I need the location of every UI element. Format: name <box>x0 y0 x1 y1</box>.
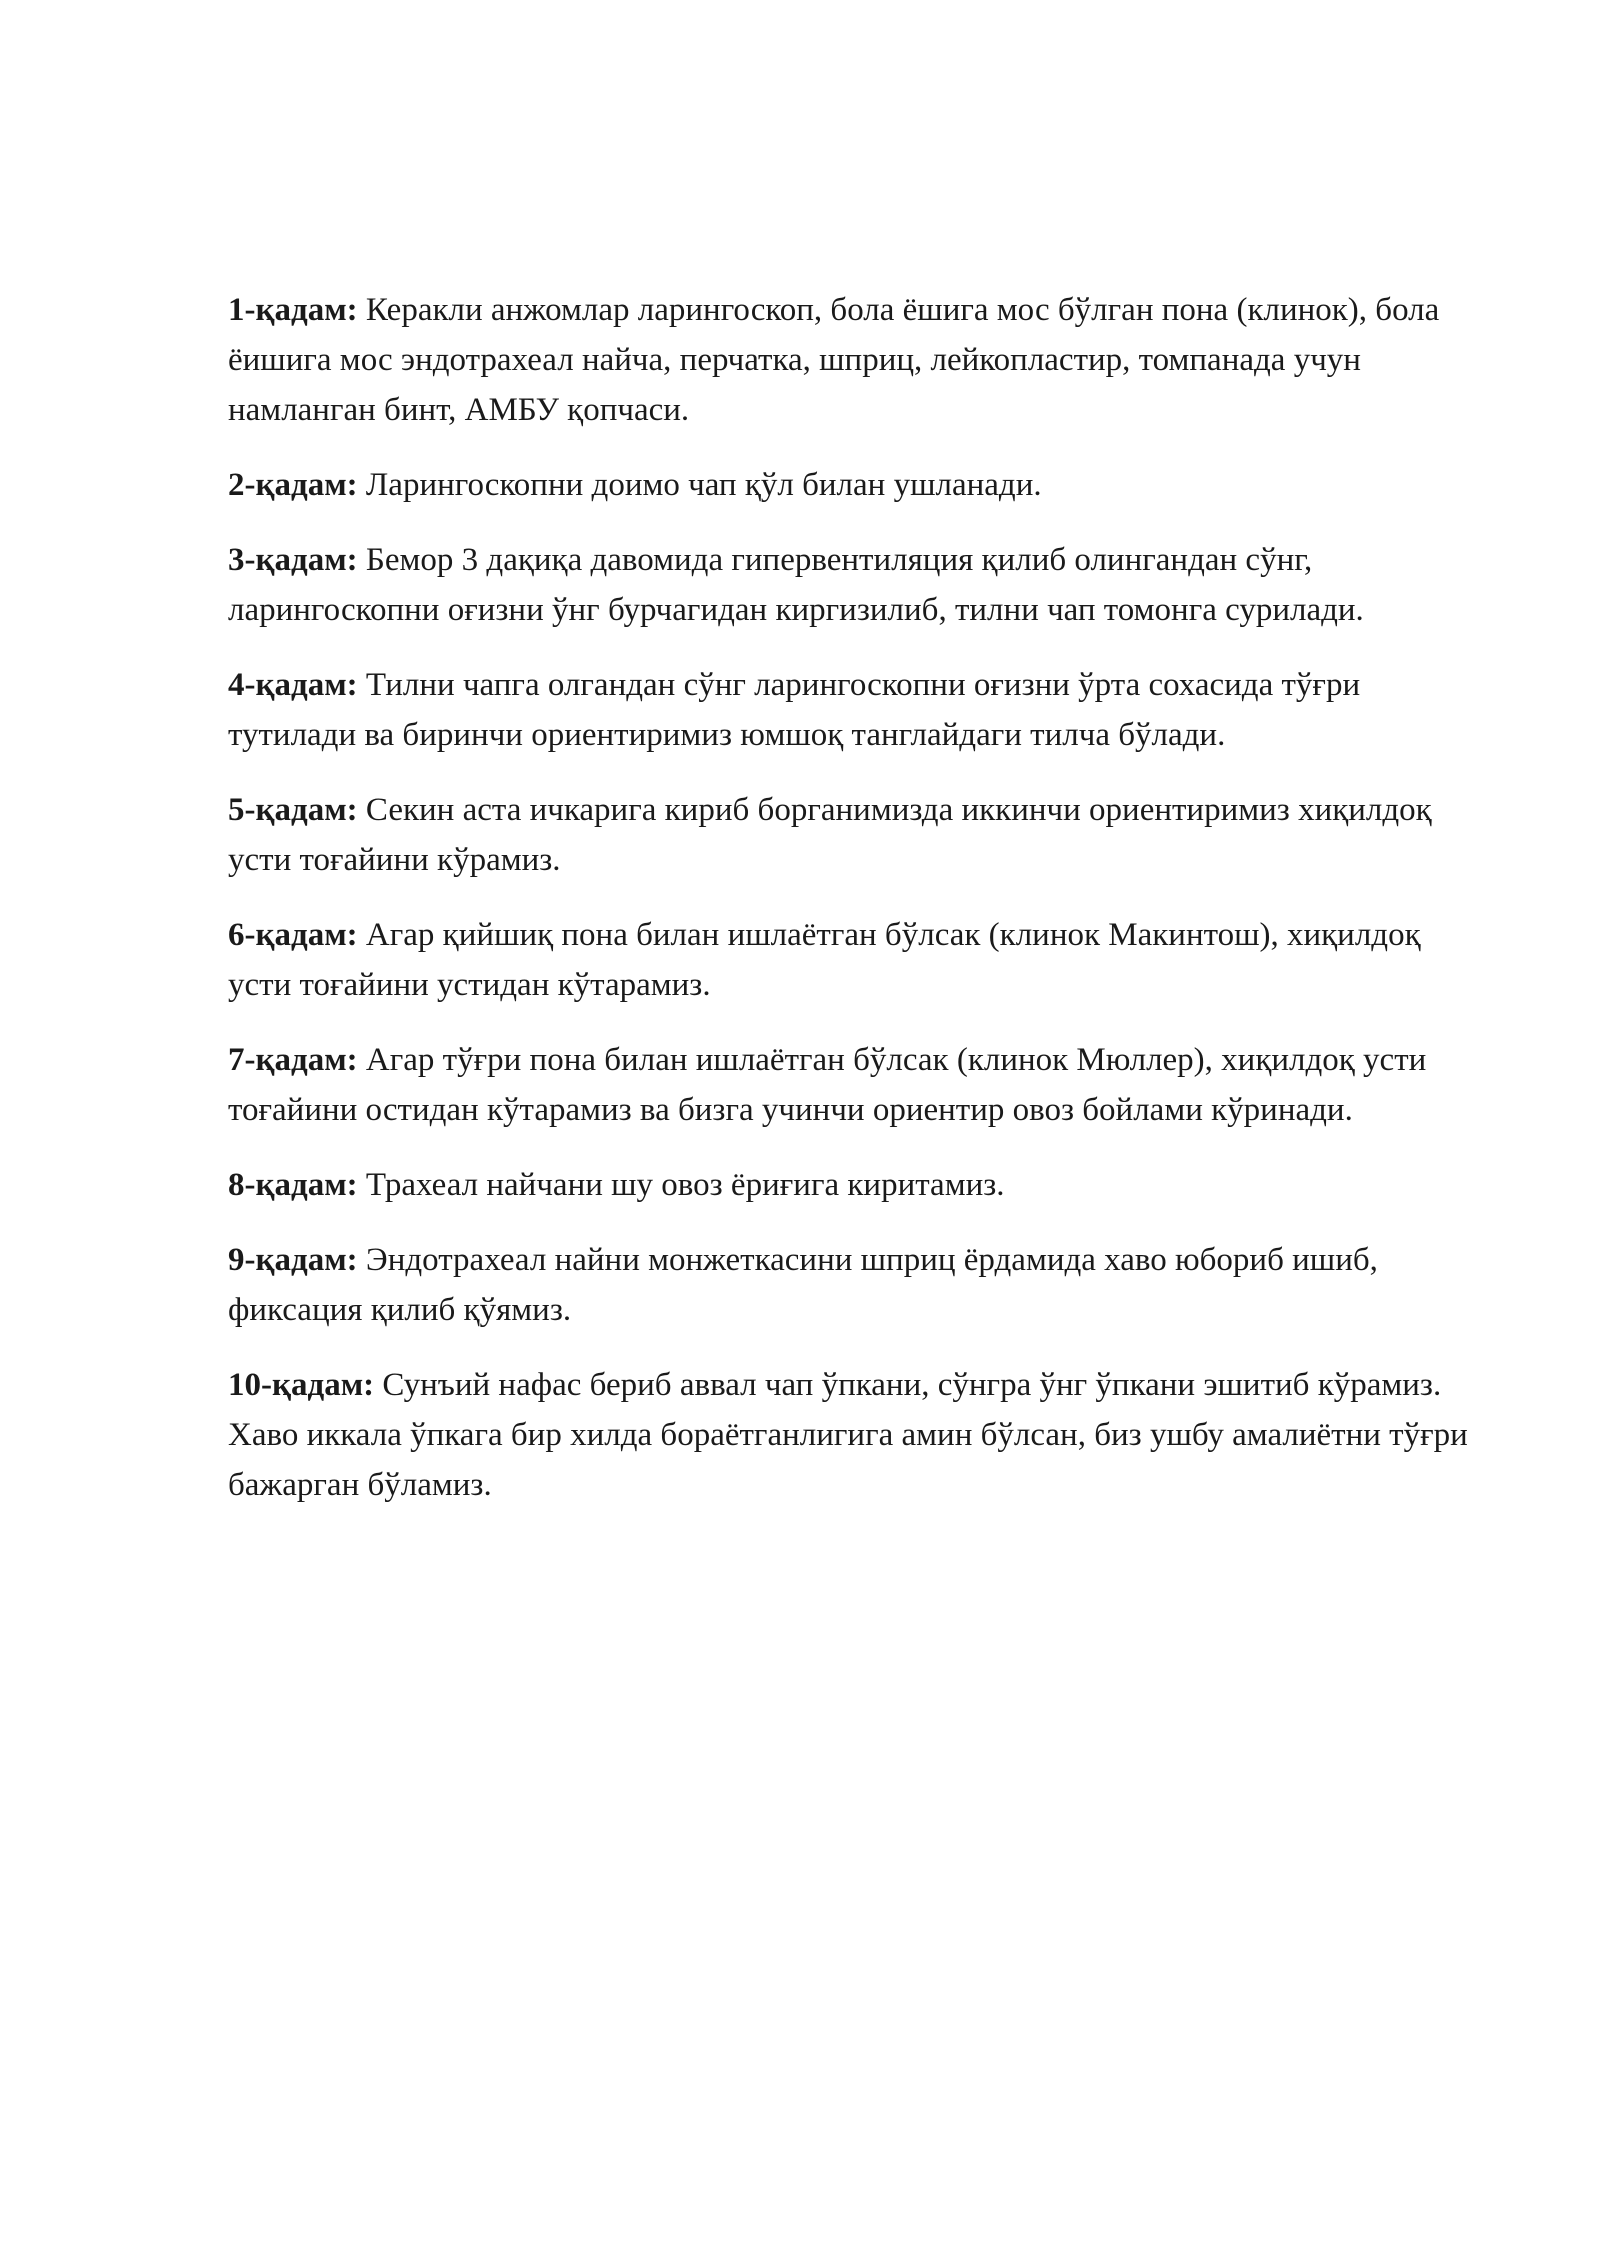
step-text: Сунъий нафас бериб аввал чап ўпкани, сўнгра ўнг ўпкани эшитиб кўрамиз. Хаво иккала ўпкага бир хилда бораётганлигига амин бўлсан, биз ушбу амалиётни тўғри бажарган бўламиз. <box>228 1367 1468 1503</box>
step-5 <box>228 785 1478 885</box>
step-text: Эндотрахеал найни монжеткасини шприц ёрдамида хаво юбориб ишиб, фиксация қилиб қўямиз. <box>228 1242 1378 1328</box>
step-text: Трахеал найчани шу овоз ёриғига киритамиз. <box>357 1167 1005 1203</box>
step-label: 3-қадам: <box>228 542 358 578</box>
step-4 <box>228 660 1478 760</box>
step-label: 1-қадам: <box>228 292 358 328</box>
step-1 <box>228 285 1478 435</box>
step-label: 6-қадам: <box>228 917 358 953</box>
step-label: 5-қадам: <box>228 792 358 828</box>
step-label: 9-қадам: <box>228 1242 358 1278</box>
step-10 <box>228 1360 1478 1510</box>
step-7 <box>228 1035 1478 1135</box>
step-label: 10-қадам: <box>228 1367 375 1403</box>
step-text: Керакли анжомлар ларингоскоп, бола ёшига мос бўлган пона (клинок), бола ёишига мос эндотрахеал найча, перчатка, шприц, лейкопластир, томпанада учун намланган бинт, АМБУ қопчаси. <box>228 292 1440 428</box>
step-6 <box>228 910 1478 1010</box>
step-text: Ларингоскопни доимо чап қўл билан ушланади. <box>357 467 1042 503</box>
step-text: Агар қийшиқ пона билан ишлаётган бўлсак (клинок Макинтош), хиқилдоқ усти тоғайини устидан кўтарамиз. <box>228 917 1421 1003</box>
step-text: Секин аста ичкарига кириб борганимизда иккинчи ориентиримиз хиқилдоқ усти тоғайини кўрамиз. <box>228 792 1432 878</box>
step-label: 4-қадам: <box>228 667 358 703</box>
step-3 <box>228 535 1478 635</box>
step-label: 8-қадам: <box>228 1167 358 1203</box>
document-body <box>228 285 1478 1535</box>
step-text: Бемор 3 дақиқа давомида гипервентиляция қилиб олингандан сўнг, ларингоскопни оғизни ўнг бурчагидан киргизилиб, тилни чап томонга сурилади. <box>228 542 1364 628</box>
step-label: 7-қадам: <box>228 1042 358 1078</box>
step-text: Агар тўғри пона билан ишлаётган бўлсак (клинок Мюллер), хиқилдоқ усти тоғайини остидан кўтарамиз ва бизга учинчи ориентир овоз бойлами кўринади. <box>228 1042 1427 1128</box>
step-9 <box>228 1235 1478 1335</box>
step-2 <box>228 460 1478 510</box>
step-text: Тилни чапга олгандан сўнг ларингоскопни оғизни ўрта сохасида тўғри тутилади ва биринчи ориентиримиз юмшоқ танглайдаги тилча бўлади. <box>228 667 1361 753</box>
step-label: 2-қадам: <box>228 467 358 503</box>
step-8 <box>228 1160 1478 1210</box>
